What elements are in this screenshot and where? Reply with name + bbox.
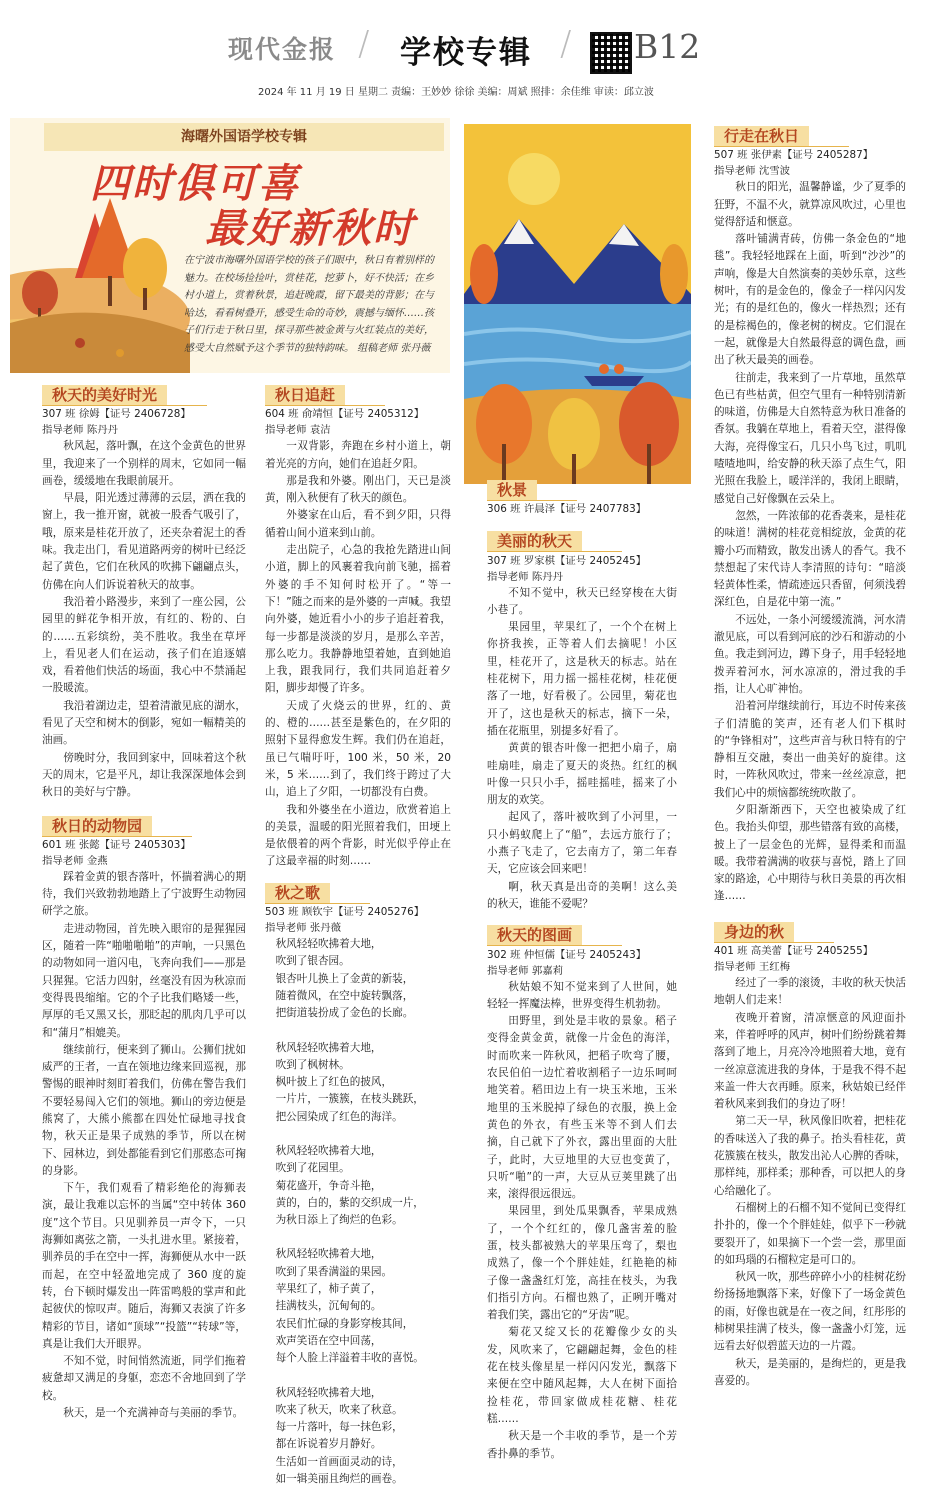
paragraph: 一双背影，奔跑在乡村小道上，朝着光亮的方向，她们在追赶夕阳。 bbox=[265, 440, 451, 470]
poem-line: 挂满枝头，沉甸甸的。 bbox=[275, 1300, 382, 1313]
poem-line: 秋风轻轻吹拂着大地， bbox=[275, 1144, 382, 1157]
paragraph: 傍晚时分，我回到家中，回味着这个秋天的周末，它是平凡，却让我深深地体会到秋日的美好与宁静。 bbox=[42, 751, 246, 799]
poem-line: 如一辑美丽且绚烂的画卷。 bbox=[275, 1473, 403, 1486]
banner-intro: 在宁波市海曙外国语学校的孩子们眼中，秋日有着别样的魅力。在校场捡捡叶，赏桂花，挖萝卜，好不快活；在乡村小道上，赏着秋景，追赶晚霞，留下最美的背影；在与哈达，看看树叠开，感受生命的奇妙，震撼与缅怀……孩子们行走于秋日里，探寻那些被金黄与火红装点的美好，感受大自然赋予这个季节的独特韵味。 组稿老师 张丹薇 bbox=[184, 255, 434, 354]
article-teacher: 指导老师 陈丹丹 bbox=[487, 570, 564, 583]
poem-line: 菊花盛开，争奇斗艳， bbox=[275, 1179, 382, 1192]
paragraph: 起风了，落叶被吹到了小河里，一只小蚂蚁爬上了“船”，去远方旅行了；小燕子飞走了，它去南方了，第二年春天，它应该会回来吧！ bbox=[487, 811, 677, 876]
paragraph: 天成了火烧云的世界，红的、黄的、橙的……甚至是紫色的，在夕阳的照射下显得愈发生辉。我们仍在追赶，虽已气喘吁吁，100 米，50 米，20 米，5 米……到了，我们终于跨过了大山，追上了夕阳，一切都没有白费。 bbox=[265, 699, 451, 799]
stanza-gap bbox=[265, 1368, 451, 1385]
paragraph: 秋姑娘不知不觉来到了人世间，她轻轻一挥魔法棒，世界变得生机勃勃。 bbox=[487, 980, 677, 1010]
poem-line: 把公园染成了红色的海洋。 bbox=[275, 1110, 403, 1123]
poem-line: 秋风轻轻吹拂着大地， bbox=[275, 1386, 382, 1399]
autumn-painting bbox=[464, 124, 691, 484]
poem bbox=[265, 936, 451, 1488]
poem-line: 欢声笑语在空中回荡， bbox=[275, 1334, 382, 1347]
stanza-gap bbox=[265, 1023, 451, 1040]
paragraph: 夜晚开着窗，清凉惬意的风迎面扑来，伴着呼呼的风声，树叶们纷纷跳着舞落到了地上，月亮冷冷地照着大地，竟有一丝凉意流进我的身体，于是我不得不起来盖一件大衣再睡。原来，秋姑娘已经伴着秋风来到我们的身边了呀！ bbox=[714, 1011, 906, 1111]
article-teacher: 指导老师 郭嘉莉 bbox=[487, 964, 564, 977]
stanza-gap bbox=[265, 1126, 451, 1143]
poem-line: 为秋日添上了绚烂的色彩。 bbox=[275, 1214, 403, 1227]
banner-tag: 海曙外国语学校专辑 bbox=[44, 123, 444, 151]
paragraph: 果园里，苹果红了，一个个在树上你挤我挨，正等着人们去摘呢！小区里，桂花开了，这是秋天的标志。站在桂花树下，用力摇一摇桂花树，桂花便落了一地，好看极了。公园里，菊花也开了，这也是秋天的标志，摘下一朵，插在花瓶里，别提多好看了。 bbox=[487, 621, 677, 737]
article-title: 秋天的图画 bbox=[487, 925, 582, 946]
article-byline: 302 班 仲恒儒【证号 2405243】 bbox=[487, 948, 647, 961]
header-divider: / bbox=[358, 24, 370, 64]
article-byline: 507 班 张伊素【证号 2405287】 bbox=[714, 149, 874, 162]
article-title: 秋景 bbox=[487, 480, 537, 501]
poem-line: 银杏叶儿换上了金黄的新装， bbox=[275, 972, 414, 985]
paragraph: 继续前行，便来到了狮山。公狮们扰如威严的王者，一直在领地边缘来回巡视，那警惕的眼神时刻盯着我们，仿佛在警告我们不要轻易闯入它们的领地。狮山的旁边便是熊窝了，大熊小熊都在四处忙碌地寻找食物，秋天正是果子成熟的季节，所以在树下、园林边，到处都能看到它们那憨态可掬的身影。 bbox=[42, 1043, 246, 1177]
paragraph: 早晨，阳光透过薄薄的云层，洒在我的窗上，我一推开窗，就被一股香气吸引了，哦，原来是桂花开放了，还夹杂着泥土的香味。我走出门，看见道路两旁的树叶已经泛起了黄色，它们在秋风的吹拂下翩翩点头，仿佛在向人们诉说着秋天的故事。 bbox=[42, 492, 246, 591]
article-byline: 503 班 顾钦宇【证号 2405276】 bbox=[265, 906, 425, 919]
paragraph: 秋天是一个丰收的季节，是一个芳香扑鼻的季节。 bbox=[487, 1430, 677, 1460]
article-teacher: 指导老师 金燕 bbox=[42, 854, 108, 867]
column-1 bbox=[42, 383, 246, 1422]
page-number: B12 bbox=[634, 27, 701, 66]
poem-line: 吹到了枫树林。 bbox=[275, 1058, 350, 1071]
poem-line: 都在诉说着岁月静好。 bbox=[275, 1438, 382, 1451]
poem-line: 苹果红了，柿子黄了， bbox=[275, 1283, 382, 1296]
paragraph: 走进动物园，首先映入眼帘的是猩猩园区，随着一阵“啪啪啪啪”的声响，一只黑色的动物如同一道闪电，飞奔向我们——那是只猩猩。它活力四射，丝毫没有因为秋凉而变得畏畏缩缩。它的个子比我们略矮一些，厚厚的毛又黑又长，那眨起的肌肉几乎可以和“蒲月”相媲美。 bbox=[42, 922, 246, 1039]
paragraph: 外婆家在山后，看不到夕阳，只得循着山间小道来到山前。 bbox=[265, 509, 451, 539]
paper-name: 现代金报 bbox=[228, 35, 337, 64]
poem-line: 生活如一首画面灵动的诗， bbox=[275, 1455, 403, 1468]
paragraph: 秋风起，落叶飘，在这个金黄色的世界里，我迎来了一个别样的周末，它如同一幅画卷，缓缓地在我眼前展开。 bbox=[42, 440, 246, 487]
poem-line: 黄的，白的，紫的交织成一片， bbox=[275, 1196, 424, 1209]
poem-line: 枫叶披上了红色的披风， bbox=[275, 1076, 393, 1089]
article-teacher: 指导老师 陈丹丹 bbox=[42, 424, 119, 437]
paragraph: 我和外婆坐在小道边，欣赏着追上的美景，温暖的阳光照着我们，田埂上是依偎着的两个背影，时光似乎停止在了这最幸福的时刻…… bbox=[265, 803, 451, 868]
poem-line: 一片片，一簇簇，在枝头跳跃， bbox=[275, 1093, 424, 1106]
banner-title-line2: 最好新秋时 bbox=[205, 205, 415, 252]
article-title: 身边的秋 bbox=[714, 922, 794, 943]
poem-line: 每一片落叶，每一抹色彩， bbox=[275, 1421, 403, 1434]
article-teacher: 指导老师 王红梅 bbox=[714, 961, 791, 974]
poem-line: 秋风轻轻吹拂着大地， bbox=[275, 938, 382, 951]
paragraph: 第二天一早，秋风像旧吹着，把桂花的香味送入了我的鼻子。抬头看桂花，黄花簇簇在枝头，散发出沁人心脾的香味，那样纯，那样柔；那种香，可以把人的身心给融化了。 bbox=[714, 1115, 906, 1197]
poem-line: 把街道装扮成了金色的长廊。 bbox=[275, 1007, 414, 1020]
column-3 bbox=[487, 478, 677, 1463]
paragraph: 下午，我们观看了精彩绝伦的海狮表演，最让我难以忘怀的当属“空中转体 360 度”这个节目。只见驯养员一声令下，一只海狮如离弦之箭，一头扎进水里。紧接着，驯养员的手在空中一挥，海狮便从水中一跃而起，在空中轻盈地完成了 360 度的旋转，台下顿时爆发出一阵雷鸣般的掌声和此起彼伏的惊叹声。随后，海狮又表演了许多精彩的节目，诸如“顶球”“投篮”“转球”等，真是让我们大开眼界。 bbox=[42, 1182, 246, 1350]
paragraph: 经过了一季的滚烫，丰收的秋天快活地朝人们走来！ bbox=[714, 977, 906, 1007]
poem-line: 秋风轻轻吹拂着大地， bbox=[275, 1248, 382, 1261]
article-teacher: 指导老师 袁洁 bbox=[265, 424, 331, 437]
paragraph: 啊，秋天真是出奇的美啊！这么美的秋天，谁能不爱呢？ bbox=[487, 880, 677, 910]
column-2 bbox=[265, 383, 451, 1488]
paragraph: 往前走，我来到了一片草地，虽然草色已有些枯黄，但空气里有一种特别清新的味道，仿佛是大自然特意为秋日准备的香氛。我躺在草地上，看着天空，湛得像大海，亮得像宝石，几只小鸟飞过，叽叽喳喳地叫，给安静的秋天添了点生气，阳光照在我脸上，暖洋洋的，我闭上眼睛，感觉自己好像飘在云朵上。 bbox=[714, 371, 906, 505]
lake-mountain-painting bbox=[464, 124, 691, 484]
paragraph: 忽然，一阵浓郁的花香袭来，是桂花的味道！满树的桂花竞相绽放，金黄的花瓣小巧而精致，散发出诱人的香气。我不禁想起了宋代诗人李清照的诗句：“暗淡轻黄体性柔，情疏迹远只香留，何须浅碧深红色，自是花中第一流。” bbox=[714, 509, 906, 609]
paragraph: 沿着河岸继续前行，耳边不时传来孩子们清脆的笑声，还有老人们下棋时的“争锋相对”，这些声音与秋日特有的宁静相互交融，奏出一曲美好的旋律。这时，一阵秋风吹过，带来一丝丝凉意，把我们心中的烦恼都统统吹散了。 bbox=[714, 700, 906, 799]
paragraph: 秋天，是一个充满神奇与美丽的季节。 bbox=[63, 1407, 244, 1420]
article-title: 秋日追赶 bbox=[265, 385, 345, 406]
poem-line: 农民们忙碌的身影穿梭其间， bbox=[275, 1317, 414, 1330]
paragraph: 秋日的阳光，温馨静谧，少了夏季的狂野，不温不火，就算凉风吹过，心里也觉得舒适和惬意。 bbox=[714, 181, 906, 228]
article-teacher: 指导老师 沈雪波 bbox=[714, 165, 791, 178]
article-title: 行走在秋日 bbox=[714, 126, 809, 147]
paragraph: 我沿着湖边走，望着清澈见底的湖水，看见了天空和树木的倒影，宛如一幅精美的油画。 bbox=[42, 699, 246, 747]
paragraph: 石榴树上的石榴不知不觉间已变得红扑扑的，像一个个胖娃娃，似乎下一秒就要裂开了，如果摘下一个尝一尝，那里面的如玛瑙的石榴粒定是可口的。 bbox=[714, 1201, 906, 1266]
article-byline: 604 班 俞靖恒【证号 2405312】 bbox=[265, 408, 425, 421]
qr-code-icon bbox=[590, 32, 632, 74]
paragraph: 走出院子，心急的我抢先踏进山间小道，脚上的风裹着我向前飞驰，摇着外婆的手不知何时松开了。“等一下！”随之而来的是外婆的一声喊。我望向外婆，她近看小小的步子追赶着我，每一步都是淡淡的岁月，是那么辛苦，那么吃力。我静静地望着她，直到她追上我，跟我同行，我们共同追赶着夕阳，脚步却慢了许多。 bbox=[265, 544, 451, 695]
dateline: 2024 年 11 月 19 日 星期二 责编：王妙妙 徐徐 美编：周斌 照排：余佳维 审读：邱立波 bbox=[258, 87, 654, 98]
paragraph: 不远处，一条小河缓缓流淌，河水清澈见底，可以看到河底的沙石和游动的小鱼。我走到河边，蹲下身子，用手轻轻地拨弄着河水，河水凉凉的，滑过我的手指，让人心旷神怡。 bbox=[714, 613, 906, 695]
article-byline: 306 班 许晨泽【证号 2407783】 bbox=[487, 503, 647, 516]
paragraph: 落叶铺满青砖，仿佛一条金色的“地毯”。我轻轻地踩在上面，听到“沙沙”的声响，像是大自然演奏的美妙乐章，这些树叶，有的是金色的，像金子一样闪闪发光；有的是红色的，像火一样热烈；还有的是棕褐色的，像老树的树皮。它们混在一起，就像是大自然最得意的调色盘，画出了秋天最美的画卷。 bbox=[714, 233, 906, 367]
poem-line: 吹来了秋天，吹来了秋意。 bbox=[275, 1403, 403, 1416]
paragraph: 夕阳渐渐西下，天空也被染成了红色。我抬头仰望，那些错落有致的高楼，披上了一层金色的光辉，显得柔和而温暖。我带着满满的收获与喜悦，踏上了回家的路途，心中期待与秋日美景的再次相逢…… bbox=[714, 803, 906, 903]
article-title: 秋之歌 bbox=[265, 883, 330, 904]
stanza-gap bbox=[265, 1229, 451, 1246]
paragraph: 那是我和外婆。刚出门，天已是淡黄，刚入秋便有了秋天的颜色。 bbox=[265, 474, 451, 505]
paragraph: 黄黄的银杏叶像一把把小扇子，扇哇扇哇，扇走了夏天的炎热。红红的枫叶像一只只小手，摇哇摇哇，摇来了小朋友的欢笑。 bbox=[487, 742, 677, 807]
paragraph: 果园里，到处瓜果飘香，苹果成熟了，一个个红红的，像几盏害羞的脸蛋，枝头都被熟大的苹果压弯了，梨也成熟了，像一个个胖娃娃，红艳艳的柿子像一盏盏红灯笼，高挂在枝头，为我们指引方向。石榴也熟了，正咧开嘴对着我们笑，露出它的“牙齿”呢。 bbox=[487, 1205, 677, 1322]
column-4 bbox=[714, 124, 906, 1390]
paragraph: 不知不觉，时间悄然流逝，同学们拖着疲惫却又满足的身躯，恋恋不舍地回到了学校。 bbox=[42, 1355, 246, 1402]
article-title: 美丽的秋天 bbox=[487, 531, 582, 552]
banner-title-line1: 四时俱可喜 bbox=[90, 160, 300, 207]
header-divider: / bbox=[560, 24, 572, 64]
article-byline: 307 班 徐姆【证号 2406728】 bbox=[42, 408, 191, 421]
paragraph: 秋风一吹，那些碎碎小小的桂树花纷纷扬扬地飘落下来，好像下了一场金黄色的雨，好像也就是在一夜之间，红彤彤的柿树果挂满了枝头，像一盏盏小灯笼，远远看去好似碧蓝天边的一片霞。 bbox=[714, 1271, 906, 1353]
paragraph: 秋天，是美丽的，是绚烂的，更是我喜爱的。 bbox=[714, 1357, 906, 1387]
article-teacher: 指导老师 张丹薇 bbox=[265, 922, 342, 935]
poem-line: 吹到了果香满溢的果园。 bbox=[275, 1265, 393, 1278]
article-byline: 307 班 罗家棋【证号 2405245】 bbox=[487, 554, 647, 567]
paragraph: 不知不觉中，秋天已经穿梭在大街小巷了。 bbox=[487, 586, 677, 616]
article-byline: 601 班 张懿【证号 2405303】 bbox=[42, 838, 191, 851]
poem-line: 吹到了花园里。 bbox=[275, 1162, 350, 1175]
article-title: 秋天的美好时光 bbox=[42, 385, 167, 406]
poem-line: 随着微风，在空中旋转飘落， bbox=[275, 989, 414, 1002]
poem-line: 秋风轻轻吹拂着大地， bbox=[275, 1041, 382, 1054]
paragraph: 踩着金黄的银杏落叶，怀揣着满心的期待，我们兴致勃勃地踏上了宁波野生动物园研学之旅。 bbox=[42, 870, 246, 918]
paragraph: 我沿着小路漫步，来到了一座公园，公园里的鲜花争相开放，有红的、粉的、白的……五彩缤纷，美不胜收。我坐在草坪上，看见老人们在运动，孩子们在追逐嬉戏，看着他们快活的场面，我心中不禁涌起一股暖流。 bbox=[42, 595, 246, 695]
paragraph: 菊花又绽又长的花瓣像少女的头发，风吹来了，它翩翩起舞，金色的桂花在枝头像星星一样闪闪发光，飘落下来便在空中随风起舞，大人在树下面拾捡桂花，带回家做成桂花糖、桂花糕…… bbox=[487, 1326, 677, 1425]
poem-line: 吹到了银杏园。 bbox=[275, 955, 350, 968]
section-name: 学校专辑 bbox=[400, 35, 532, 71]
article-title: 秋日的动物园 bbox=[42, 816, 152, 837]
poem-line: 每个人脸上洋溢着丰收的喜悦。 bbox=[275, 1352, 424, 1365]
article-byline: 401 班 高美蕾【证号 2405255】 bbox=[714, 945, 874, 958]
paragraph: 田野里，到处是丰收的景象。稻子变得金黄金黄，就像一片金色的海洋，时而吹来一阵秋风，把稻子吹弯了腰，农民伯伯一边忙着收割稻子一边乐呵呵地笑着。稻田边上有一块玉米地，玉米地里的玉米脱掉了绿色的衣服，换上金黄色的外衣，有些玉米等不到人们去摘，自己就下了外衣，露出里面的大肚子，此时，大豆地里的大豆也变黄了，只听“啪”的一声，大豆从豆荚里跳了出来，滚得很远很远。 bbox=[487, 1015, 677, 1201]
